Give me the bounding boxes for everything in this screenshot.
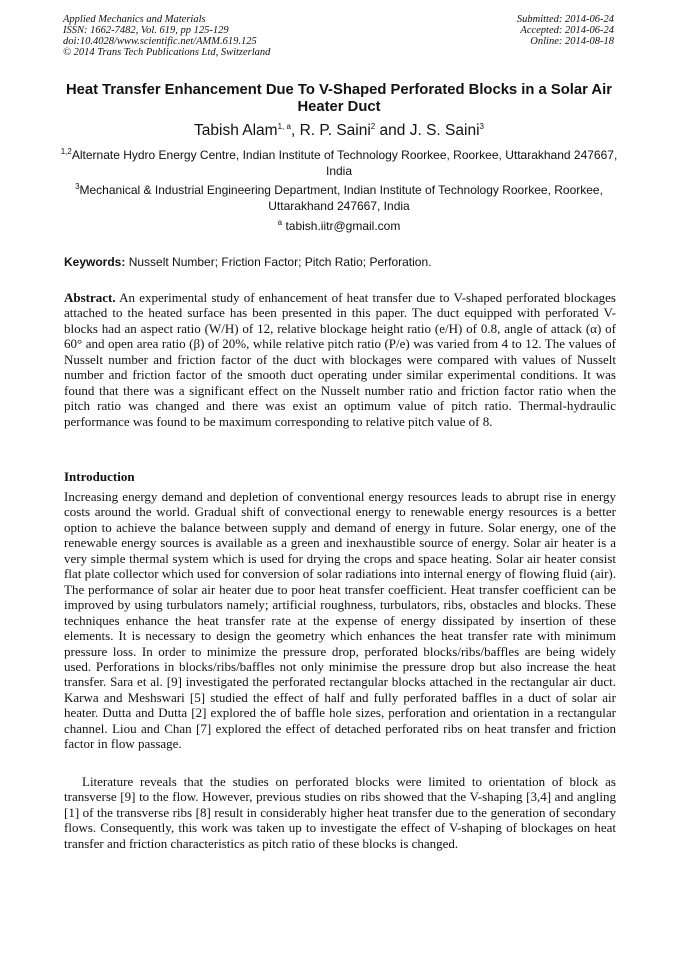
journal-name: Applied Mechanics and Materials <box>63 14 206 25</box>
author-separator: , <box>290 122 300 139</box>
keywords-label: Keywords: <box>64 255 126 269</box>
affiliation-2 <box>60 183 618 214</box>
abstract-label: Abstract. <box>64 290 116 305</box>
author-list <box>40 122 638 140</box>
paper-title: Heat Transfer Enhancement Due To V-Shaped Perforated Blocks in a Solar Air Heater Duct <box>66 82 612 115</box>
affiliation-mark: 1,2 <box>60 147 72 156</box>
abstract <box>64 290 616 429</box>
accepted-date: Accepted: 2014-06-24 <box>520 25 614 36</box>
dates-info <box>517 14 614 47</box>
affiliation-mark: 3 <box>75 182 80 191</box>
doi-line: doi:10.4028/www.scientific.net/AMM.619.125 <box>63 36 257 47</box>
affiliation-1 <box>60 148 618 179</box>
corresponding-email <box>60 219 618 234</box>
issn-line: ISSN: 1662-7482, Vol. 619, pp 125-129 <box>63 25 229 36</box>
author-separator: and <box>375 122 410 139</box>
online-date: Online: 2014-08-18 <box>530 36 614 47</box>
email-mark: a <box>277 218 283 227</box>
keywords <box>64 255 616 270</box>
keywords-text: Nusselt Number; Friction Factor; Pitch Ratio; Perforation. <box>128 255 432 269</box>
email-address: tabish.iitr@gmail.com <box>285 219 401 233</box>
author-name: R. P. Saini <box>299 122 371 139</box>
journal-info <box>63 14 270 58</box>
author-affiliation-mark: 2 <box>370 121 376 131</box>
introduction-heading: Introduction <box>64 469 135 484</box>
abstract-text: An experimental study of enhancement of heat transfer due to V-shaped perforated blockages attached to the heated surface has been presented in this paper. The duct equipped with perforated V-blocks had an aspect ratio (W/H) of 12, relative blockage height ratio (e/H) of 0.8, angle of attack (α) of 60° and open area ratio (β) of 20%, while relative pitch ratio (P/e) was varied from 4 to 12. The values of Nusselt number and friction factor of the duct with blockages were compared with values of Nusselt number and friction factor of the smooth duct operating under similar experimental conditions. It was found that there was a significant effect on the Nusselt number ratio and friction factor ratio when the pitch ratio was changed and there was exist an optimum value of pitch ratio. Thermal-hydraulic performance was found to be maximum corresponding to relative pitch value of 8. <box>64 290 616 429</box>
introduction-paragraph-1: Increasing energy demand and depletion of conventional energy resources leads to abrupt rise in energy costs around the world. Gradual shift of convectional energy to renewable energy resources is a better option to achieve the balance between supply and demand of energy in future. Solar energy, one of the renewable energy sources is available as a green and inexhaustible source of energy. Solar air heater is a very simple thermal system which is used for drying the crops and space heating. Solar air heater consist flat plate collector which used for conversion of solar radiations into internal energy of flowing fluid (air). The performance of solar air heater due to poor heat transfer coefficient. Heat transfer coefficient can be improved by using turbulators namely; artificial roughness, turbulators, ribs, obstacles and blocks. These techniques enhance the heat transfer rate at the expense of energy dissipated by insertion of these elements. It is necessary to design the geometry which enhances the heat transfer rate with minimum pressure loss. In order to minimize the pressure drop, perforated blocks/ribs/baffles are being widely used. Perforations in blocks/ribs/baffles not only minimise the pressure drop but also increase the heat transfer. Sara et al. [9] investigated the perforated rectangular blocks attached in the rectangular air duct. Karwa and Meshswari [5] studied the effect of half and fully perforated baffles in a duct of solar air heater. Dutta and Dutta [2] explored the of baffle hole sizes, perforation and orientation in a rectangular channel. Liou and Chan [7] explored the effect of detached perforated ribs on heat transfer and friction factor in flow passage. <box>64 489 616 752</box>
introduction-paragraph-2: Literature reveals that the studies on perforated blocks were limited to orientation of block as transverse [9] to the flow. However, previous studies on ribs showed that the V-shaping [3,4] and angling [1] of the transverse ribs [8] result in considerably higher heat transfer due to the generation of secondary flows. Consequently, this work was taken up to investigate the effect of V-shaping of blockages on heat transfer and friction characteristics as pitch ratio of these blocks is changed. <box>64 774 616 851</box>
author-name: Tabish Alam <box>194 122 278 139</box>
author-affiliation-mark: 1, a <box>277 121 291 131</box>
author-name: J. S. Saini <box>409 122 480 139</box>
author-affiliation-mark: 3 <box>479 121 484 131</box>
copyright-line: © 2014 Trans Tech Publications Ltd, Switzerland <box>63 47 271 58</box>
affiliation-text: Mechanical & Industrial Engineering Department, Indian Institute of Technology Roorkee, Roorkee, Uttarakhand 247667, India <box>79 183 603 213</box>
submitted-date: Submitted: 2014-06-24 <box>516 14 614 25</box>
affiliation-text: Alternate Hydro Energy Centre, Indian Institute of Technology Roorkee, Roorkee, Uttarakhand 247667, India <box>71 148 618 178</box>
